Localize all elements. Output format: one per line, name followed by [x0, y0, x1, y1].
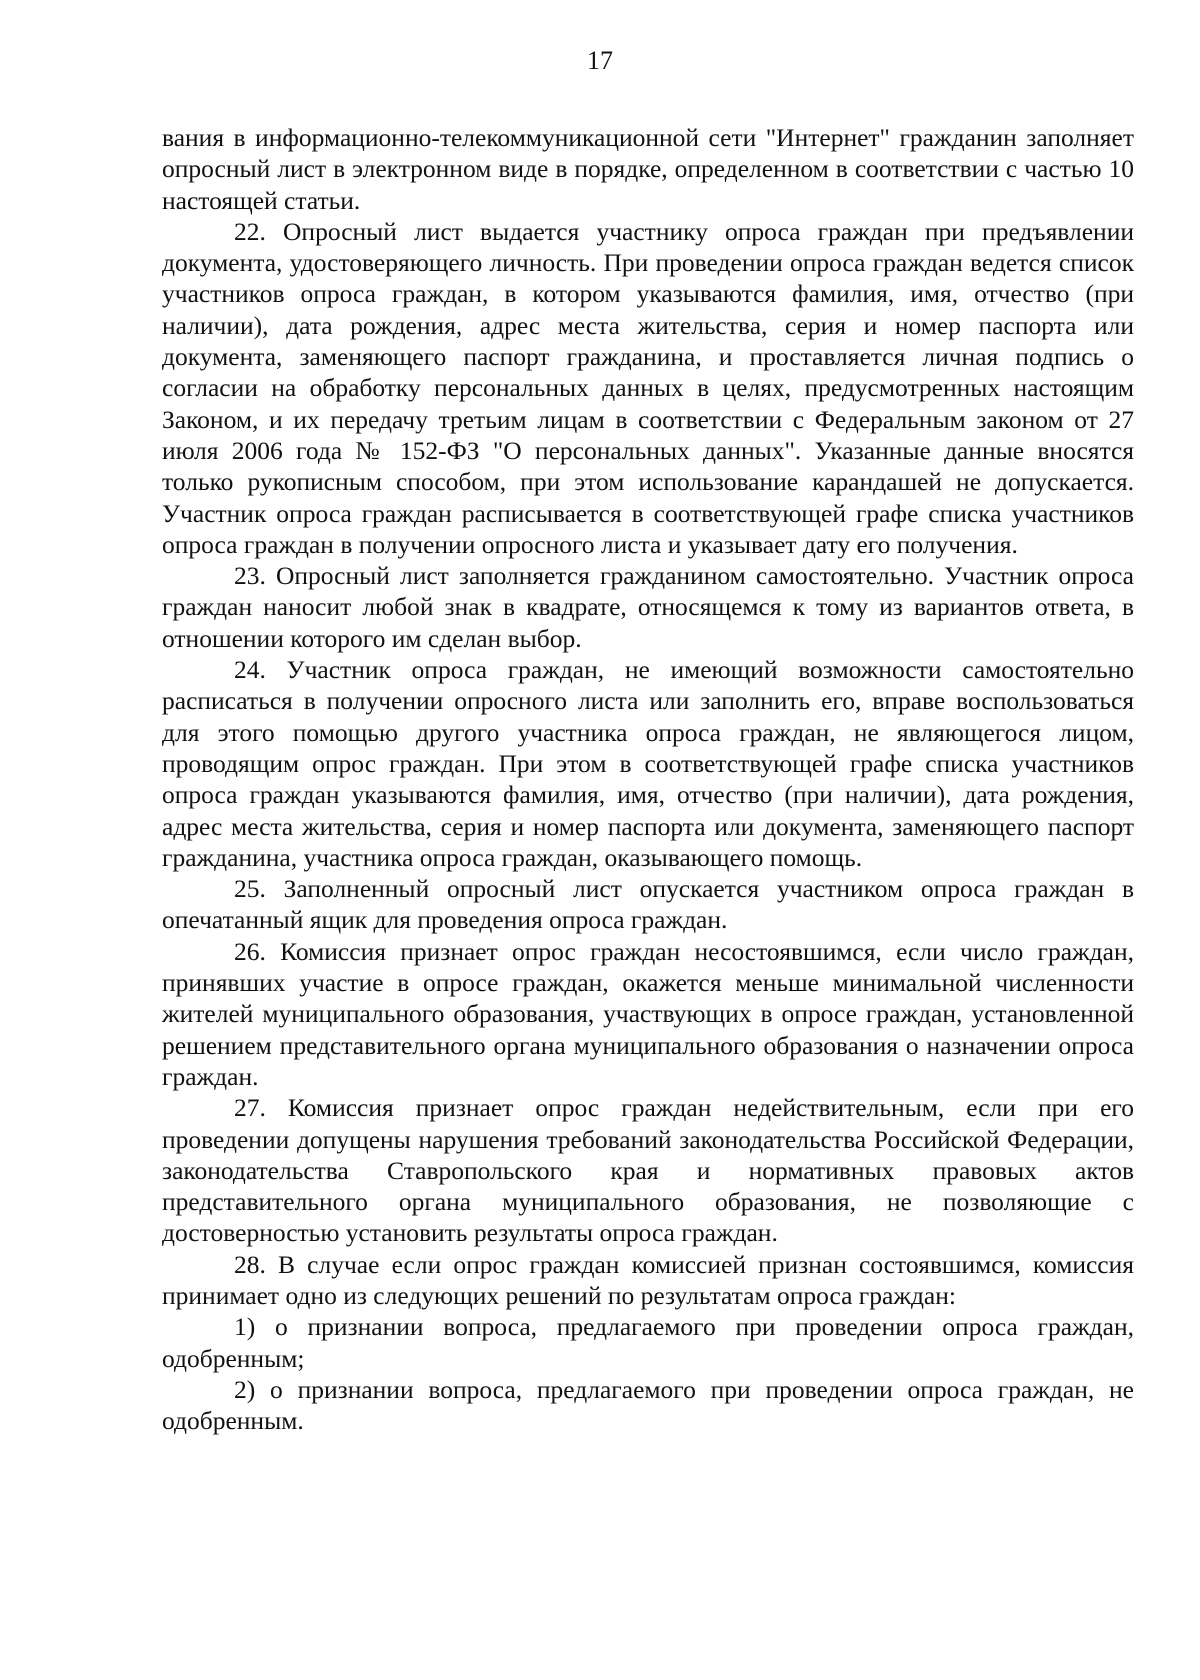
paragraph-item-25: 25. Заполненный опросный лист опускается участником опроса граждан в опечатанный ящик для проведения опроса граждан. [162, 874, 1134, 935]
document-body [162, 122, 1134, 1436]
paragraph-item-22: 22. Опросный лист выдается участнику опроса граждан при предъявлении документа, удостоверяющего личность. При проведении опроса граждан ведется список участников опроса граждан, в котором указываются фамилия, имя, отчество (при наличии), дата рождения, адрес места жительства, серия и номер паспорта или документа, заменяющего паспорт гражданина, и проставляется личная подпись о согласии на обработку персональных данных в целях, предусмотренных настоящим Законом, и их передачу третьим лицам в соответствии с Федеральным законом от 27 июля 2006 года № 152-ФЗ "О персональных данных". Указанные данные вносятся только рукописным способом, при этом использование карандашей не допускается. Участник опроса граждан расписывается в соответствующей графе списка участников опроса граждан в получении опросного листа и указывает дату его получения. [162, 216, 1134, 559]
paragraph-subitem-1: 1) о признании вопроса, предлагаемого при проведении опроса граждан, одобренным; [162, 1312, 1134, 1373]
paragraph-item-26: 26. Комиссия признает опрос граждан несостоявшимся, если число граждан, принявших участие в опросе граждан, окажется меньше минимальной численности жителей муниципального образования, участвующих в опросе граждан, установленной решением представительного органа муниципального образования о назначении опроса граждан. [162, 936, 1134, 1091]
paragraph-item-27: 27. Комиссия признает опрос граждан недействительным, если при его проведении допущены нарушения требований законодательства Российской Федерации, законодательства Ставропольского края и нормативных правовых актов представительного органа муниципального образования, не позволяющие с достоверностью установить результаты опроса граждан. [162, 1093, 1134, 1248]
paragraph-continuation: вания в информационно-телекоммуникационной сети "Интернет" гражданин заполняет опросный лист в электронном виде в порядке, определенном в соответствии с частью 10 настоящей статьи. [162, 123, 1134, 215]
paragraph-item-23: 23. Опросный лист заполняется гражданином самостоятельно. Участник опроса граждан наносит любой знак в квадрате, относящемся к тому из вариантов ответа, в отношении которого им сделан выбор. [162, 561, 1134, 653]
paragraph-item-24: 24. Участник опроса граждан, не имеющий возможности самостоятельно расписаться в получении опросного листа или заполнить его, вправе воспользоваться для этого помощью другого участника опроса граждан, не являющегося лицом, проводящим опрос граждан. При этом в соответствующей графе списка участников опроса граждан указываются фамилия, имя, отчество (при наличии), дата рождения, адрес места жительства, серия и номер паспорта или документа, заменяющего паспорт гражданина, участника опроса граждан, оказывающего помощь. [162, 655, 1134, 872]
page-number: 17 [587, 46, 613, 75]
paragraph-subitem-2: 2) о признании вопроса, предлагаемого при проведении опроса граждан, не одобренным. [162, 1374, 1134, 1436]
paragraph-item-28: 28. В случае если опрос граждан комиссией признан состоявшимся, комиссия принимает одно из следующих решений по результатам опроса граждан: [162, 1249, 1134, 1310]
